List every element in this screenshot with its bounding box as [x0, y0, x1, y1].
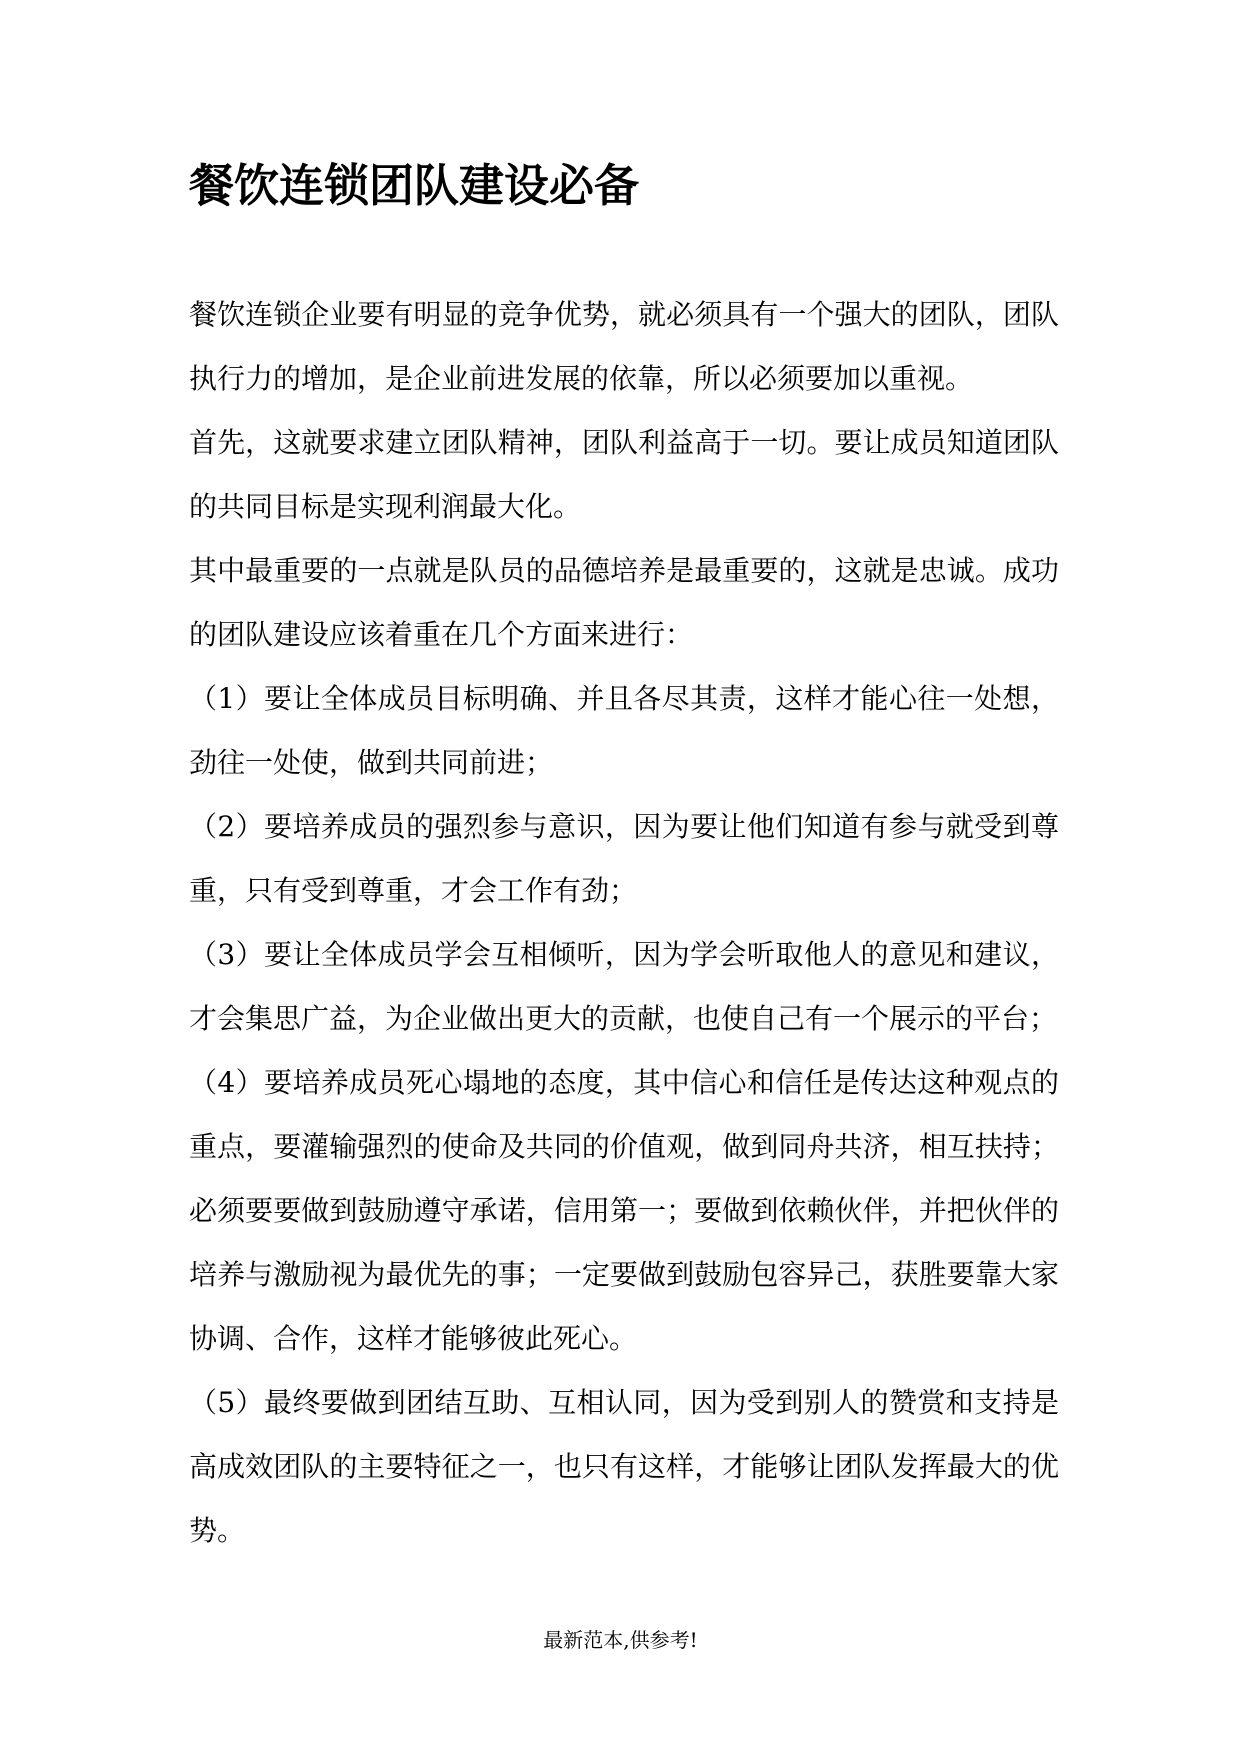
page-footer: 最新范本,供参考!	[543, 1628, 698, 1652]
paragraph-team-spirit: 首先，这就要求建立团队精神，团队利益高于一切。要让成员知道团队的共同目标是实现利润最大化。	[189, 426, 1059, 523]
document-body	[189, 283, 1059, 1563]
paragraph-point-4: （4）要培养成员死心塌地的态度，其中信心和信任是传达这种观点的重点，要灌输强烈的使命及共同的价值观，做到同舟共济，相互扶持；必须要要做到鼓励遵守承诺，信用第一；要做到依赖伙伴，并把伙伴的培养与激励视为最优先的事；一定要做到鼓励包容异己，获胜要靠大家协调、合作，这样才能够彼此死心。	[189, 1066, 1059, 1355]
paragraph-point-2: （2）要培养成员的强烈参与意识，因为要让他们知道有参与就受到尊重，只有受到尊重，才会工作有劲；	[189, 810, 1059, 907]
paragraph-point-3: （3）要让全体成员学会互相倾听，因为学会听取他人的意见和建议，才会集思广益，为企业做出更大的贡献，也使自己有一个展示的平台；	[189, 938, 1059, 1035]
paragraph-intro: 餐饮连锁企业要有明显的竞争优势，就必须具有一个强大的团队，团队执行力的增加，是企业前进发展的依靠，所以必须要加以重视。	[189, 298, 1059, 395]
document-title: 餐饮连锁团队建设必备	[189, 159, 640, 212]
paragraph-loyalty: 其中最重要的一点就是队员的品德培养是最重要的，这就是忠诚。成功的团队建设应该着重在几个方面来进行：	[189, 554, 1059, 651]
paragraph-point-1: （1）要让全体成员目标明确、并且各尽其责，这样才能心往一处想，劲往一处使，做到共同前进；	[189, 682, 1059, 779]
paragraph-point-5: （5）最终要做到团结互助、互相认同，因为受到别人的赞赏和支持是高成效团队的主要特征之一，也只有这样，才能够让团队发挥最大的优势。	[189, 1386, 1059, 1547]
